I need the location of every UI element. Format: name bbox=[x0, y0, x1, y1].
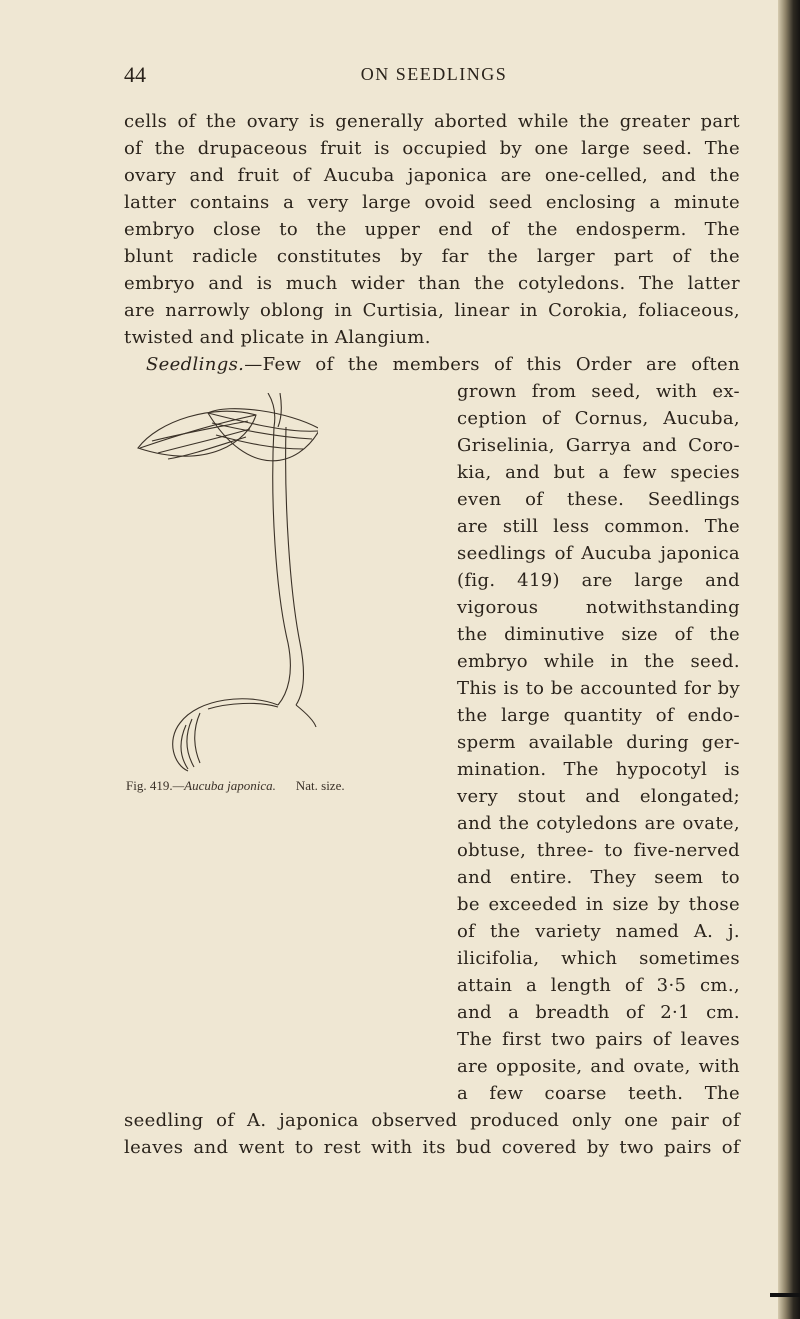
body-line-37: a few coarse teeth. The bbox=[457, 1083, 740, 1104]
body-line-21: embryo while in the seed. bbox=[457, 651, 740, 672]
body-line-23: the large quantity of endo- bbox=[457, 705, 740, 726]
body-line-39: leaves and went to rest with its bud covered by two pairs of bbox=[124, 1137, 740, 1158]
seed-coat-outline bbox=[296, 705, 316, 727]
body-line-22: This is to be accounted for by bbox=[457, 678, 740, 699]
body-line-36: are opposite, and ovate, with bbox=[457, 1056, 740, 1077]
body-line-14: kia, and but a few species bbox=[457, 462, 740, 483]
seedlings-paragraph-start bbox=[146, 356, 740, 374]
running-head bbox=[124, 62, 744, 88]
body-line-10: Seedlings.—Few of the members of this Order are often bbox=[146, 354, 740, 375]
body-line-5: embryo close to the upper end of the endosperm. The bbox=[124, 219, 740, 240]
seed-coat-hatching bbox=[187, 719, 194, 767]
body-line-6: blunt radicle constitutes by far the larger part of the bbox=[124, 246, 740, 267]
body-line-24: sperm available during ger- bbox=[457, 732, 740, 753]
body-line-2: of the drupaceous fruit is occupied by one large seed. The bbox=[124, 138, 740, 159]
hypocotyl-right-edge bbox=[286, 427, 304, 705]
body-line-3: ovary and fruit of Aucuba japonica are one-celled, and the bbox=[124, 165, 740, 186]
seed-coat-hatching bbox=[195, 713, 200, 763]
left-cotyledon bbox=[138, 411, 256, 456]
body-line-31: of the variety named A. j. bbox=[457, 921, 740, 942]
body-line-28: obtuse, three- to five-nerved bbox=[457, 840, 740, 861]
body-line-27: and the cotyledons are ovate, bbox=[457, 813, 740, 834]
body-line-17: seedlings of Aucuba japonica bbox=[457, 543, 740, 564]
body-line-15: even of these. Seedlings bbox=[457, 489, 740, 510]
body-line-1: cells of the ovary is generally aborted while the greater part bbox=[124, 111, 740, 132]
figure-species: —Aucuba japonica. bbox=[172, 778, 276, 793]
body-line-4: latter contains a very large ovoid seed enclosing a minute bbox=[124, 192, 740, 213]
plumule bbox=[278, 393, 281, 427]
plumule bbox=[268, 393, 275, 427]
page-edge-mark bbox=[770, 1293, 800, 1297]
figure-caption bbox=[126, 778, 345, 794]
body-line-18: (fig. 419) are large and bbox=[457, 570, 740, 591]
figure-scale: Nat. size. bbox=[295, 778, 345, 793]
body-line-11: grown from seed, with ex- bbox=[457, 381, 740, 402]
page-number: 44 bbox=[124, 62, 146, 87]
body-line-30: be exceeded in size by those bbox=[457, 894, 740, 915]
seed-coat-outline bbox=[173, 699, 278, 771]
right-cotyledon bbox=[208, 409, 318, 461]
hypocotyl-left-edge bbox=[273, 427, 291, 705]
figure-label: Fig. 419. bbox=[126, 778, 173, 793]
body-line-7: embryo and is much wider than the cotyledons. The latter bbox=[124, 273, 740, 294]
body-line-25: mination. The hypocotyl is bbox=[457, 759, 740, 780]
body-line-35: The first two pairs of leaves bbox=[457, 1029, 740, 1050]
running-title: ON SEEDLINGS bbox=[360, 64, 508, 84]
body-line-16: are still less common. The bbox=[457, 516, 740, 537]
body-line-8: are narrowly oblong in Curtisia, linear in Corokia, foliaceous, bbox=[124, 300, 740, 321]
seedling-illustration bbox=[128, 393, 318, 773]
body-line-13: Griselinia, Garrya and Coro- bbox=[457, 435, 740, 456]
page-edge-shadow bbox=[778, 0, 800, 1319]
body-line-34: and a breadth of 2·1 cm. bbox=[457, 1002, 740, 1023]
body-line-19: vigorous notwithstanding bbox=[457, 597, 740, 618]
seed-coat-hatching bbox=[208, 703, 278, 709]
body-line-38: seedling of A. japonica observed produced only one pair of bbox=[124, 1110, 740, 1131]
body-line-32: ilicifolia, which sometimes bbox=[457, 948, 740, 969]
body-line-26: very stout and elongated; bbox=[457, 786, 740, 807]
body-line-33: attain a length of 3·5 cm., bbox=[457, 975, 740, 996]
left-cotyledon-vein bbox=[152, 421, 248, 441]
body-line-20: the diminutive size of the bbox=[457, 624, 740, 645]
body-line-12: ception of Cornus, Aucuba, bbox=[457, 408, 740, 429]
body-line-29: and entire. They seem to bbox=[457, 867, 740, 888]
body-line-9: twisted and plicate in Alangium. bbox=[124, 327, 431, 348]
